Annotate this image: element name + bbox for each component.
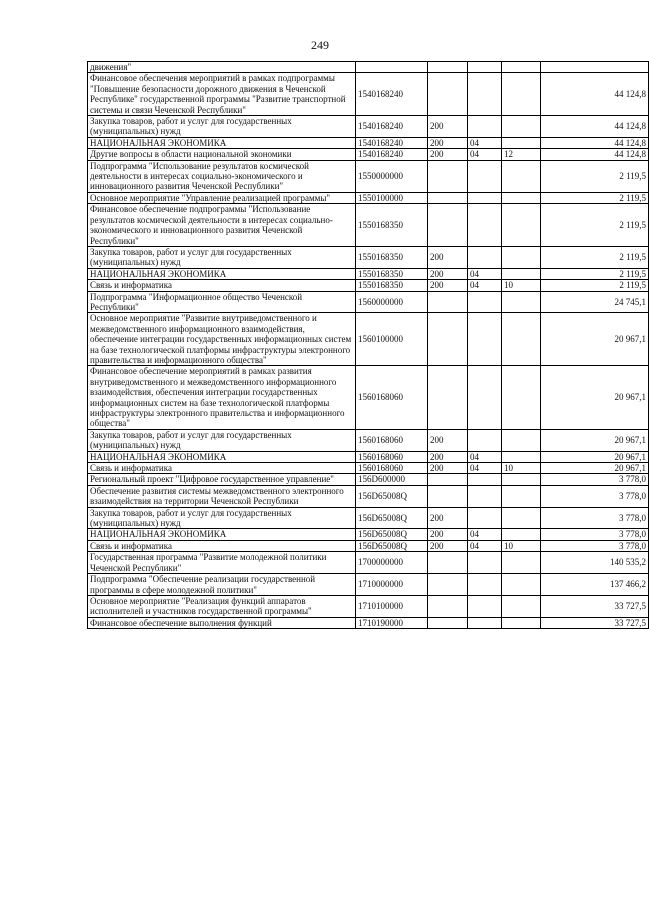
row-section-cell: 04	[468, 529, 502, 540]
row-amount-cell: 3 778,0	[541, 474, 649, 485]
row-amount-cell: 44 124,8	[541, 137, 649, 148]
row-section-cell: 04	[468, 149, 502, 160]
row-subsection-cell	[502, 595, 541, 617]
row-amount-cell: 2 119,5	[541, 246, 649, 268]
row-code-cell: 1560168060	[356, 366, 428, 429]
row-subsection-cell: 10	[502, 280, 541, 291]
table-row	[88, 529, 649, 540]
row-expense-type-cell	[428, 160, 468, 192]
row-subsection-cell: 12	[502, 149, 541, 160]
row-amount-cell: 20 967,1	[541, 366, 649, 429]
table-row	[88, 192, 649, 203]
table-row	[88, 552, 649, 574]
table-row	[88, 62, 649, 73]
table-row	[88, 617, 649, 628]
row-amount-cell: 44 124,8	[541, 116, 649, 138]
row-section-cell	[468, 507, 502, 529]
row-code-cell: 1550168350	[356, 204, 428, 247]
row-code-cell: 1700000000	[356, 552, 428, 574]
row-expense-type-cell: 200	[428, 116, 468, 138]
row-amount-cell: 3 778,0	[541, 485, 649, 507]
row-section-cell	[468, 291, 502, 313]
row-code-cell: 1710000000	[356, 574, 428, 596]
row-expense-type-cell	[428, 366, 468, 429]
row-name-cell: Основное мероприятие "Реализация функций аппаратов исполнителей и участников государственной программы"	[88, 595, 356, 617]
row-code-cell: 156D600000	[356, 474, 428, 485]
row-code-cell: 1560100000	[356, 313, 428, 366]
row-subsection-cell	[502, 291, 541, 313]
row-code-cell: 1540168240	[356, 149, 428, 160]
row-section-cell	[468, 474, 502, 485]
row-code-cell	[356, 62, 428, 73]
row-section-cell	[468, 366, 502, 429]
row-code-cell: 1550000000	[356, 160, 428, 192]
row-section-cell	[468, 574, 502, 596]
row-name-cell: Обеспечение развития системы межведомственного электронного взаимодействия на территории Чеченской Республики	[88, 485, 356, 507]
row-amount-cell: 33 727,5	[541, 595, 649, 617]
table-row	[88, 204, 649, 247]
table-row	[88, 574, 649, 596]
table-row	[88, 246, 649, 268]
row-amount-cell: 44 124,8	[541, 149, 649, 160]
row-amount-cell: 2 119,5	[541, 280, 649, 291]
row-name-cell: Закупка товаров, работ и услуг для государственных (муниципальных) нужд	[88, 429, 356, 451]
row-expense-type-cell	[428, 73, 468, 116]
row-section-cell	[468, 595, 502, 617]
row-subsection-cell	[502, 451, 541, 462]
row-name-cell: Закупка товаров, работ и услуг для государственных (муниципальных) нужд	[88, 246, 356, 268]
row-section-cell: 04	[468, 280, 502, 291]
table-row	[88, 474, 649, 485]
row-name-cell: Другие вопросы в области национальной экономики	[88, 149, 356, 160]
row-expense-type-cell: 200	[428, 149, 468, 160]
row-code-cell: 1550100000	[356, 192, 428, 203]
row-section-cell	[468, 116, 502, 138]
row-section-cell	[468, 62, 502, 73]
row-expense-type-cell: 200	[428, 429, 468, 451]
row-subsection-cell	[502, 574, 541, 596]
row-name-cell: Подпрограмма "Обеспечение реализации государственной программы в сфере молодежной политики"	[88, 574, 356, 596]
row-expense-type-cell	[428, 291, 468, 313]
row-amount-cell: 44 124,8	[541, 73, 649, 116]
budget-table-body	[88, 62, 649, 629]
row-section-cell: 04	[468, 268, 502, 279]
row-section-cell	[468, 160, 502, 192]
row-section-cell	[468, 246, 502, 268]
row-amount-cell: 2 119,5	[541, 268, 649, 279]
row-name-cell: Финансовое обеспечение подпрограммы "Использование результатов космической деятельности в интересах социально-экономического и инновационного развития Чеченской Республики"	[88, 204, 356, 247]
row-name-cell: НАЦИОНАЛЬНАЯ ЭКОНОМИКА	[88, 268, 356, 279]
row-section-cell: 04	[468, 137, 502, 148]
row-expense-type-cell	[428, 313, 468, 366]
row-code-cell: 1560168060	[356, 429, 428, 451]
row-code-cell: 1540168240	[356, 137, 428, 148]
row-subsection-cell	[502, 485, 541, 507]
row-section-cell	[468, 73, 502, 116]
row-code-cell: 1710100000	[356, 595, 428, 617]
row-name-cell: Закупка товаров, работ и услуг для государственных (муниципальных) нужд	[88, 116, 356, 138]
row-amount-cell: 20 967,1	[541, 451, 649, 462]
row-section-cell	[468, 485, 502, 507]
row-section-cell	[468, 313, 502, 366]
row-code-cell: 1550168350	[356, 280, 428, 291]
row-subsection-cell	[502, 62, 541, 73]
row-subsection-cell	[502, 507, 541, 529]
row-subsection-cell	[502, 137, 541, 148]
row-name-cell: Подпрограмма "Использование результатов космической деятельности в интересах социально-экономического и инновационного развития Чеченской Республики"	[88, 160, 356, 192]
row-expense-type-cell	[428, 192, 468, 203]
row-code-cell: 1560000000	[356, 291, 428, 313]
row-amount-cell: 33 727,5	[541, 617, 649, 628]
row-expense-type-cell	[428, 474, 468, 485]
row-code-cell: 1550168350	[356, 268, 428, 279]
row-amount-cell: 3 778,0	[541, 540, 649, 551]
row-name-cell: Государственная программа "Развитие молодежной политики Чеченской Республики"	[88, 552, 356, 574]
row-amount-cell	[541, 62, 649, 73]
table-row	[88, 268, 649, 279]
row-code-cell: 1540168240	[356, 116, 428, 138]
row-section-cell	[468, 552, 502, 574]
table-row	[88, 451, 649, 462]
row-section-cell: 04	[468, 463, 502, 474]
budget-table	[87, 61, 649, 629]
row-subsection-cell	[502, 116, 541, 138]
table-row	[88, 463, 649, 474]
row-section-cell	[468, 204, 502, 247]
row-amount-cell: 3 778,0	[541, 529, 649, 540]
row-amount-cell: 2 119,5	[541, 204, 649, 247]
row-expense-type-cell	[428, 617, 468, 628]
row-subsection-cell	[502, 313, 541, 366]
row-subsection-cell: 10	[502, 463, 541, 474]
row-amount-cell: 2 119,5	[541, 192, 649, 203]
row-subsection-cell: 10	[502, 540, 541, 551]
row-name-cell: НАЦИОНАЛЬНАЯ ЭКОНОМИКА	[88, 451, 356, 462]
row-subsection-cell	[502, 204, 541, 247]
table-row	[88, 540, 649, 551]
row-amount-cell: 20 967,1	[541, 429, 649, 451]
row-section-cell	[468, 617, 502, 628]
row-amount-cell: 3 778,0	[541, 507, 649, 529]
table-row	[88, 149, 649, 160]
row-name-cell: Подпрограмма "Информационное общество Чеченской Республики"	[88, 291, 356, 313]
row-name-cell: Связь и информатика	[88, 463, 356, 474]
row-subsection-cell	[502, 192, 541, 203]
row-subsection-cell	[502, 268, 541, 279]
table-row	[88, 280, 649, 291]
row-subsection-cell	[502, 160, 541, 192]
row-name-cell: Региональный проект "Цифровое государственное управление"	[88, 474, 356, 485]
row-amount-cell: 24 745,1	[541, 291, 649, 313]
row-expense-type-cell	[428, 552, 468, 574]
table-row	[88, 595, 649, 617]
row-expense-type-cell: 200	[428, 529, 468, 540]
page-number: 249	[311, 38, 329, 52]
table-row	[88, 137, 649, 148]
row-expense-type-cell	[428, 595, 468, 617]
row-section-cell: 04	[468, 451, 502, 462]
row-subsection-cell	[502, 529, 541, 540]
row-name-cell: НАЦИОНАЛЬНАЯ ЭКОНОМИКА	[88, 137, 356, 148]
row-section-cell	[468, 192, 502, 203]
row-expense-type-cell	[428, 62, 468, 73]
row-code-cell: 156D65008Q	[356, 540, 428, 551]
row-expense-type-cell: 200	[428, 137, 468, 148]
row-code-cell: 1540168240	[356, 73, 428, 116]
row-expense-type-cell: 200	[428, 280, 468, 291]
row-name-cell: движения"	[88, 62, 356, 73]
row-subsection-cell	[502, 366, 541, 429]
row-code-cell: 156D65008Q	[356, 507, 428, 529]
row-code-cell: 156D65008Q	[356, 485, 428, 507]
row-expense-type-cell	[428, 485, 468, 507]
row-code-cell: 156D65008Q	[356, 529, 428, 540]
row-name-cell: Основное мероприятие "Управление реализацией программы"	[88, 192, 356, 203]
row-name-cell: НАЦИОНАЛЬНАЯ ЭКОНОМИКА	[88, 529, 356, 540]
table-row	[88, 160, 649, 192]
table-row	[88, 313, 649, 366]
row-amount-cell: 140 535,2	[541, 552, 649, 574]
row-code-cell: 1560168060	[356, 463, 428, 474]
row-section-cell: 04	[468, 540, 502, 551]
row-amount-cell: 20 967,1	[541, 313, 649, 366]
row-expense-type-cell	[428, 574, 468, 596]
row-name-cell: Связь и информатика	[88, 540, 356, 551]
row-expense-type-cell: 200	[428, 463, 468, 474]
row-name-cell: Финансовое обеспечение выполнения функций	[88, 617, 356, 628]
table-row	[88, 366, 649, 429]
row-subsection-cell	[502, 617, 541, 628]
row-name-cell: Финансовое обеспечение мероприятий в рамках развития внутриведомственного и межведомственного информационного взаимодействия, обеспечения интеграции государственных информационных систем на базе технологической платформы инфраструктуры электронного правительства и информационного общества"	[88, 366, 356, 429]
row-subsection-cell	[502, 73, 541, 116]
row-amount-cell: 137 466,2	[541, 574, 649, 596]
row-subsection-cell	[502, 474, 541, 485]
row-code-cell: 1710190000	[356, 617, 428, 628]
row-amount-cell: 2 119,5	[541, 160, 649, 192]
table-row	[88, 429, 649, 451]
row-name-cell: Основное мероприятие "Развитие внутриведомственного и межведомственного информационного взаимодействия, обеспечение интеграции государственных информационных систем на базе технологической платформы инфраструктуры электронного правительства и информационного общества"	[88, 313, 356, 366]
table-row	[88, 73, 649, 116]
row-subsection-cell	[502, 552, 541, 574]
table-row	[88, 507, 649, 529]
row-code-cell: 1550168350	[356, 246, 428, 268]
row-code-cell: 1560168060	[356, 451, 428, 462]
row-expense-type-cell: 200	[428, 268, 468, 279]
row-subsection-cell	[502, 246, 541, 268]
row-name-cell: Связь и информатика	[88, 280, 356, 291]
table-row	[88, 291, 649, 313]
row-expense-type-cell: 200	[428, 540, 468, 551]
table-row	[88, 485, 649, 507]
row-expense-type-cell: 200	[428, 246, 468, 268]
row-expense-type-cell: 200	[428, 507, 468, 529]
row-name-cell: Финансовое обеспечения мероприятий в рамках подпрограммы "Повышение безопасности дорожного движения в Чеченской Республике" государственной программы "Развитие транспортной системы и связи Чеченской Республики"	[88, 73, 356, 116]
row-subsection-cell	[502, 429, 541, 451]
row-expense-type-cell: 200	[428, 451, 468, 462]
row-expense-type-cell	[428, 204, 468, 247]
row-amount-cell: 20 967,1	[541, 463, 649, 474]
row-name-cell: Закупка товаров, работ и услуг для государственных (муниципальных) нужд	[88, 507, 356, 529]
row-section-cell	[468, 429, 502, 451]
table-row	[88, 116, 649, 138]
